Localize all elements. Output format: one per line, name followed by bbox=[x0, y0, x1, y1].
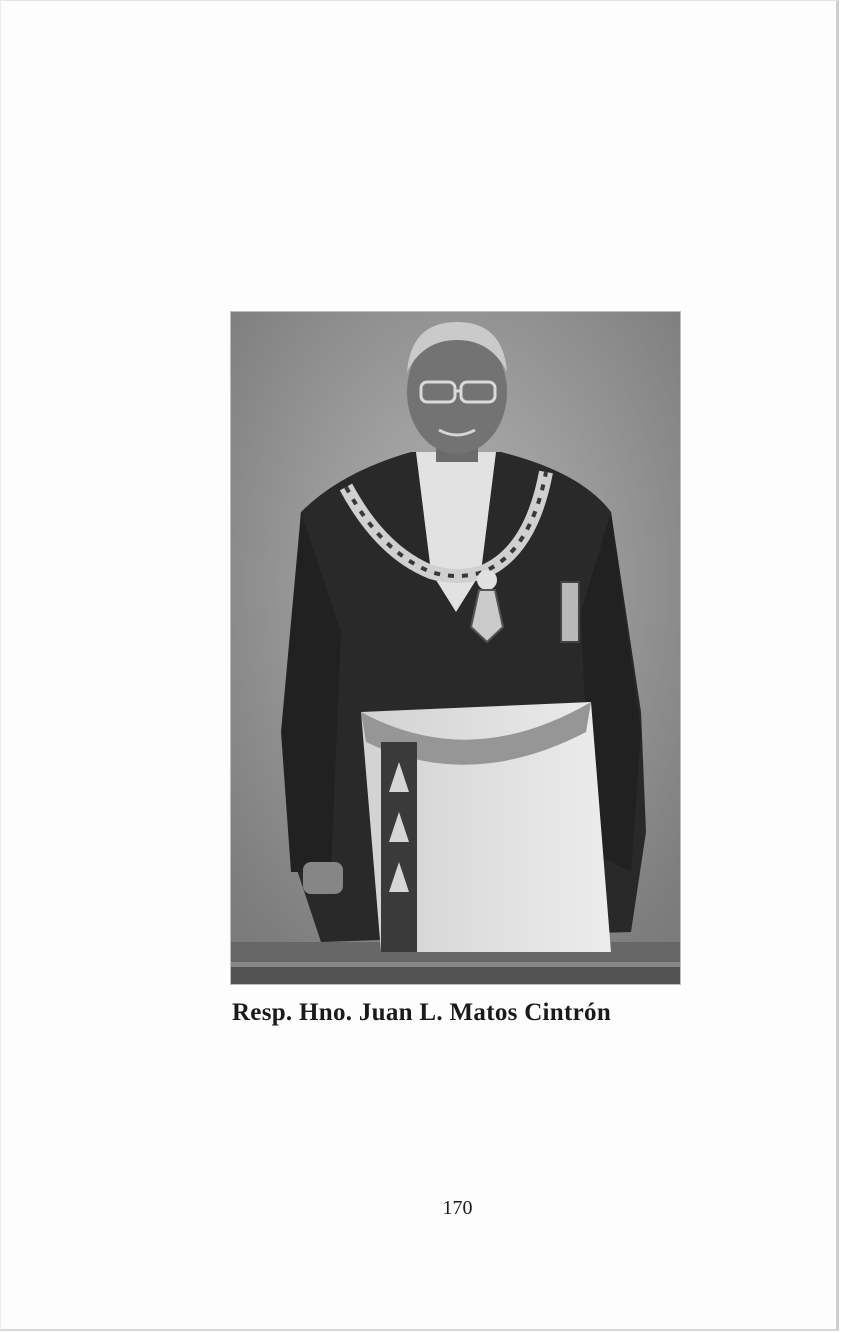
portrait-image bbox=[231, 312, 681, 985]
photo-caption: Resp. Hno. Juan L. Matos Cintrón bbox=[231, 999, 612, 1026]
page-number: 170 bbox=[442, 1197, 473, 1219]
portrait-photograph bbox=[230, 311, 681, 985]
